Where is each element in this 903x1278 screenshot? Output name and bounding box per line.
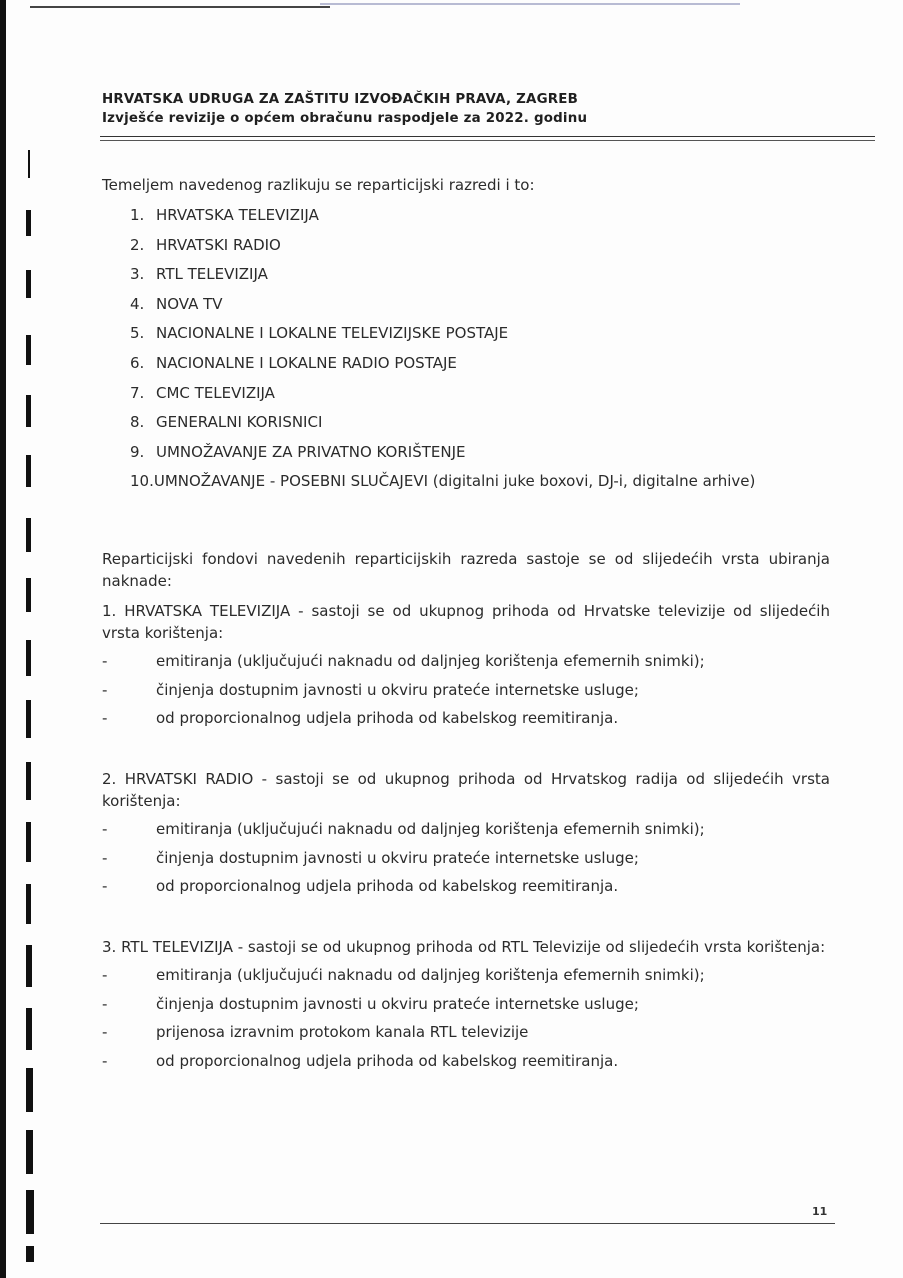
- section-rtl-televizija: [102, 936, 830, 1078]
- list-item: 5. NACIONALNE I LOKALNE TELEVIZIJSKE POSTAJE: [130, 324, 509, 343]
- list-item: 2. HRVATSKI RADIO: [130, 235, 281, 254]
- list-item: 6. NACIONALNE I LOKALNE RADIO POSTAJE: [130, 353, 457, 372]
- document-header: [102, 90, 842, 128]
- section-heading: 3. RTL TELEVIZIJA - sastoji se od ukupnog prihoda od RTL Televizije od slijedećih vrsta korištenja:: [102, 938, 826, 956]
- section-heading: 1. HRVATSKA TELEVIZIJA - sastoji se od ukupnog prihoda od Hrvatske televizije od slijedećih vrsta korištenja:: [102, 602, 830, 642]
- bullet-item: - prijenosa izravnim protokom kanala RTL televizije: [102, 1023, 529, 1041]
- bullet-item: - činjenja dostupnim javnosti u okviru prateće internetske usluge;: [102, 680, 639, 699]
- section-hrvatski-radio: [102, 768, 830, 904]
- list-item: 7. CMC TELEVIZIJA: [130, 383, 275, 402]
- funds-intro-section: [102, 548, 830, 592]
- scan-artifact: [320, 3, 740, 5]
- page-number: 11: [812, 1205, 828, 1218]
- list-item: 3. RTL TELEVIZIJA: [130, 265, 268, 284]
- organization-title: HRVATSKA UDRUGA ZA ZAŠTITU IZVOĐAČKIH PRAVA, ZAGREB: [102, 92, 579, 107]
- list-item: 10.UMNOŽAVANJE - POSEBNI SLUČAJEVI (digitalni juke boxovi, DJ-i, digitalne arhive): [130, 472, 756, 491]
- list-item: 9. UMNOŽAVANJE ZA PRIVATNO KORIŠTENJE: [130, 442, 466, 461]
- bullet-item: - od proporcionalnog udjela prihoda od kabelskog reemitiranja.: [102, 709, 619, 727]
- class-list: [102, 204, 830, 492]
- binder-holes: [26, 150, 36, 1270]
- bullet-item: - emitiranja (uključujući naknadu od daljnjeg korištenja efemernih snimki);: [102, 820, 705, 838]
- section-heading: 2. HRVATSKI RADIO - sastoji se od ukupnog prihoda od Hrvatskog radija od slijedećih vrsta korištenja:: [102, 770, 830, 810]
- list-item: 1. HRVATSKA TELEVIZIJA: [130, 206, 319, 224]
- scan-edge: [0, 0, 6, 1278]
- list-item: 4. NOVA TV: [130, 294, 223, 313]
- main-content: [102, 174, 830, 492]
- funds-intro-paragraph: Reparticijski fondovi navedenih reparticijskih razreda sastoje se od slijedećih vrsta ubiranja naknade:: [102, 550, 830, 590]
- scan-artifact: [30, 6, 330, 8]
- bullet-item: - od proporcionalnog udjela prihoda od kabelskog reemitiranja.: [102, 877, 619, 895]
- bullet-item: - činjenja dostupnim javnosti u okviru prateće internetske usluge;: [102, 848, 639, 867]
- report-title: Izvješće revizije o općem obračunu raspodjele za 2022. godinu: [102, 111, 588, 126]
- bullet-item: - emitiranja (uključujući naknadu od daljnjeg korištenja efemernih snimki);: [102, 652, 705, 670]
- bullet-item: - od proporcionalnog udjela prihoda od kabelskog reemitiranja.: [102, 1051, 619, 1070]
- section-hrvatska-televizija: [102, 600, 830, 736]
- intro-paragraph: Temeljem navedenog razlikuju se reparticijski razredi i to:: [102, 176, 535, 194]
- footer-divider: [100, 1223, 835, 1224]
- header-divider: [100, 140, 875, 141]
- bullet-item: - činjenja dostupnim javnosti u okviru prateće internetske usluge;: [102, 994, 639, 1013]
- bullet-item: - emitiranja (uključujući naknadu od daljnjeg korištenja efemernih snimki);: [102, 966, 705, 984]
- list-item: 8. GENERALNI KORISNICI: [130, 413, 323, 432]
- header-divider: [100, 136, 875, 137]
